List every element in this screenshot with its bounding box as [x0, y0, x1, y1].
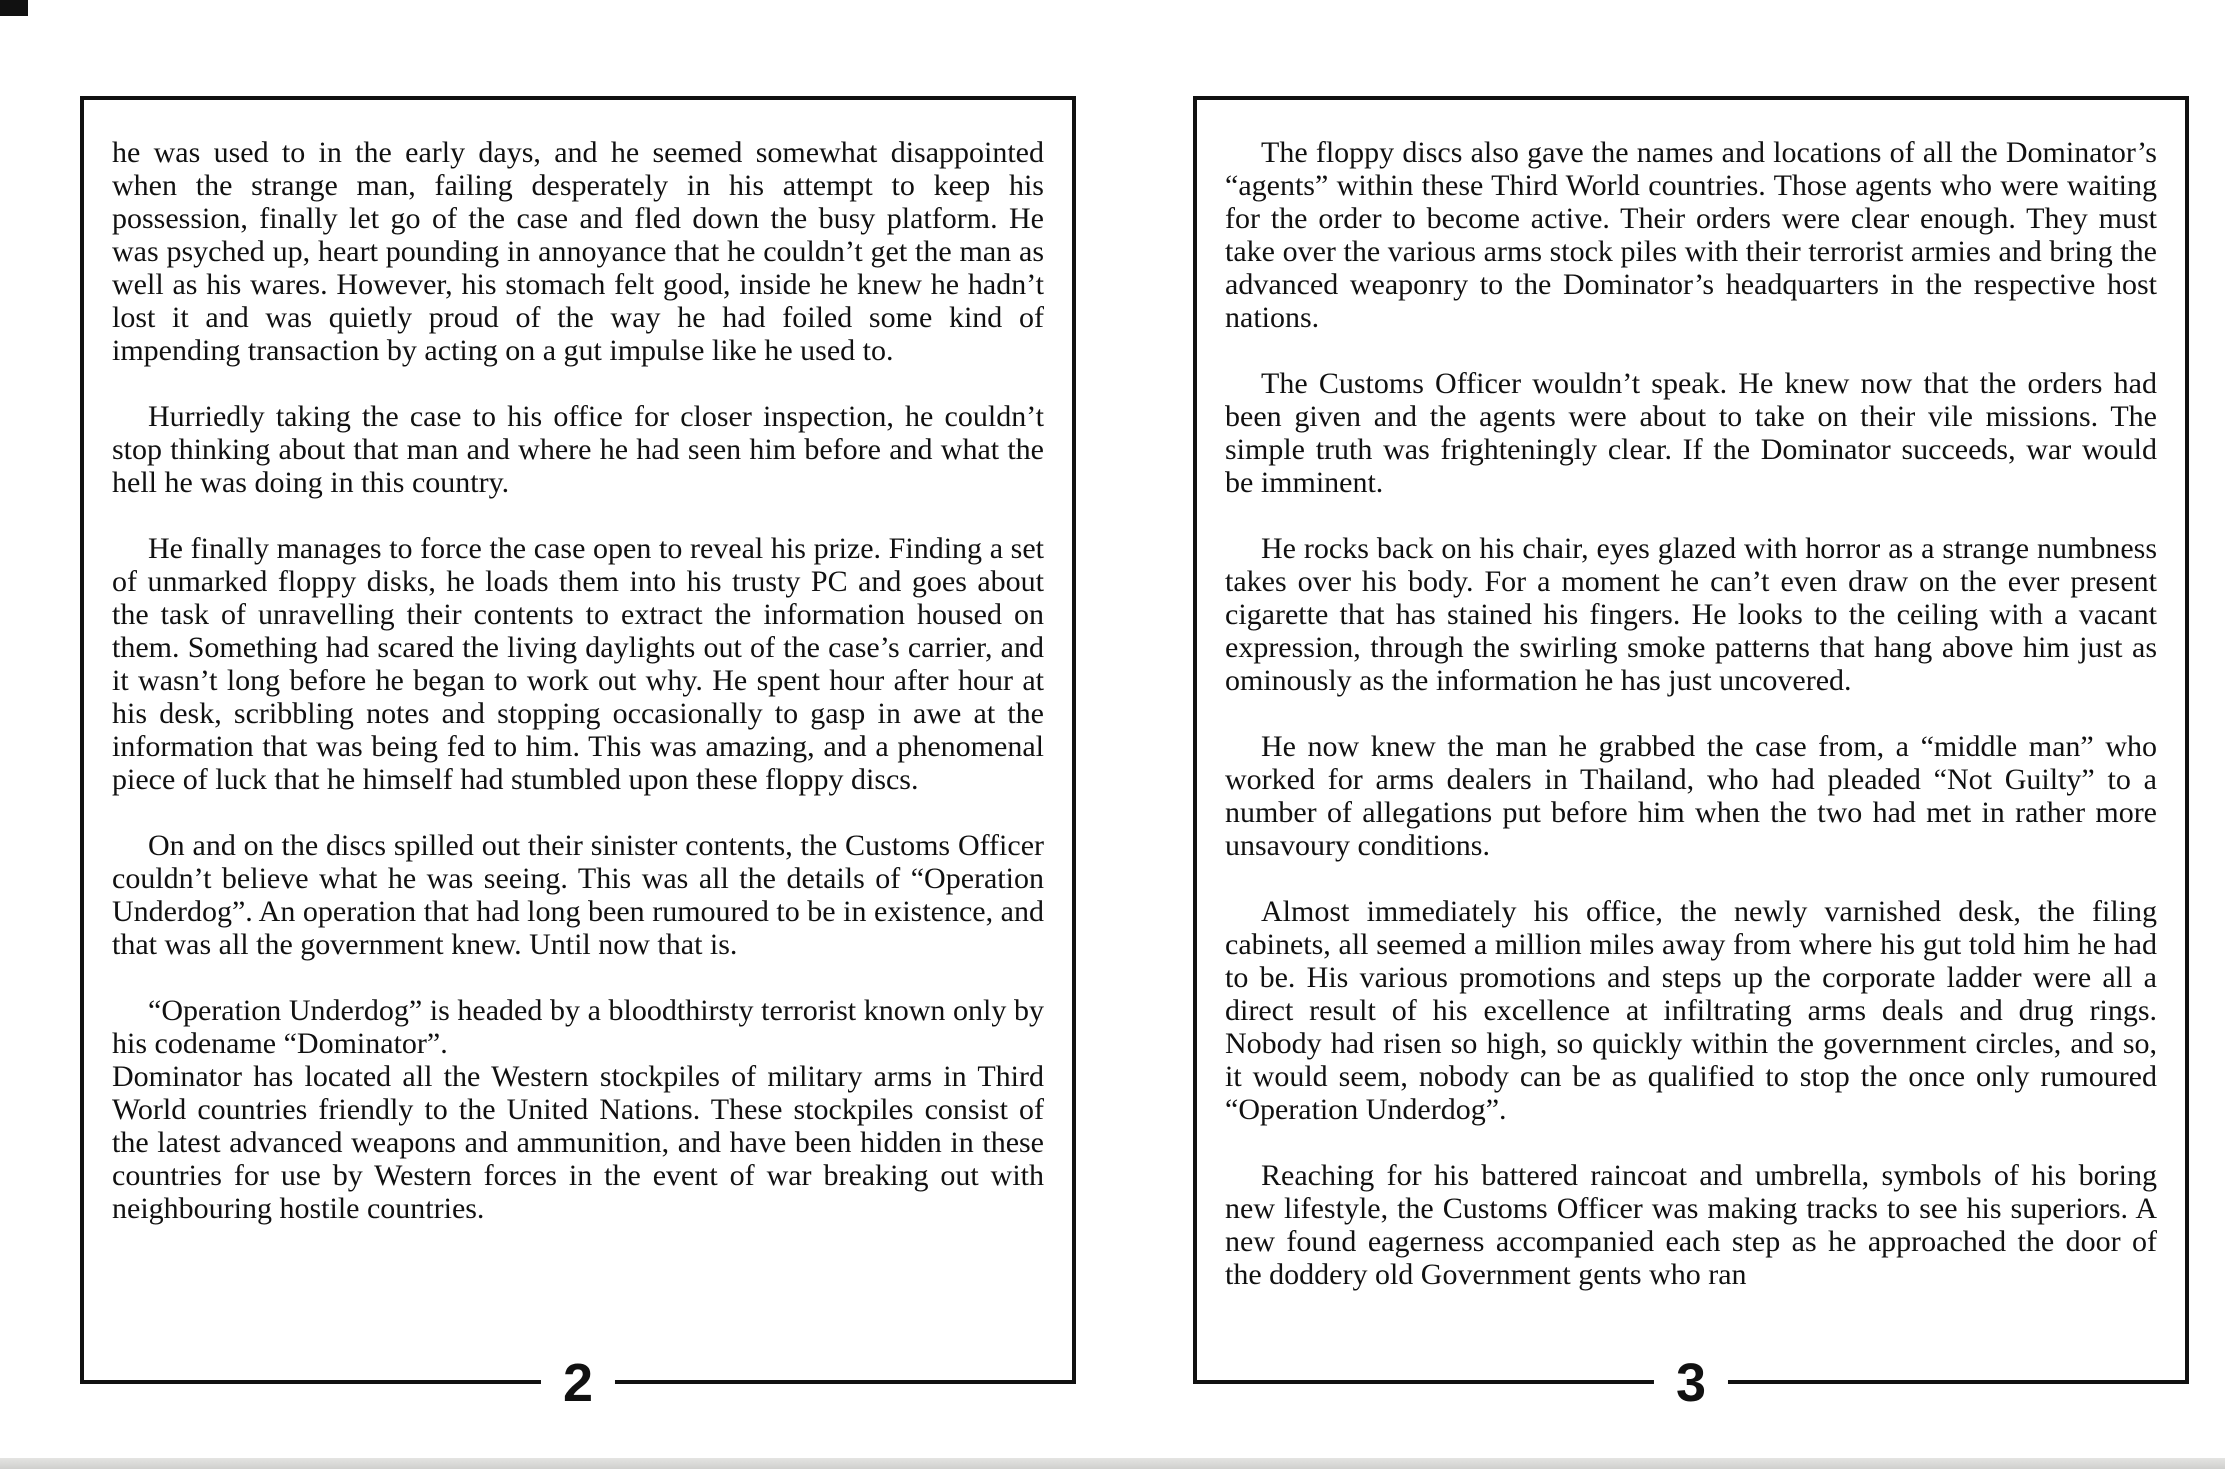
left-paragraph-6: Dominator has located all the Western stockpiles of military arms in Third World countries friendly to the United Nations. These stockpiles consist of the latest advanced weapons and ammunition, and have been hidden in these countries for use by Western forces in the event of war breaking out with neighbouring hostile countries.	[112, 1060, 1044, 1225]
right-paragraph-3: He rocks back on his chair, eyes glazed with horror as a strange numbness takes over his body. For a moment he can’t even draw on the ever present cigarette that has stained his fingers. He looks to the ceiling with a vacant expression, through the swirling smoke patterns that hang above him just as ominously as the information he has just uncovered.	[1225, 532, 2157, 697]
left-paragraph-4: On and on the discs spilled out their sinister contents, the Customs Officer couldn’t believe what he was seeing. This was all the details of “Operation Underdog”. An operation that had long been rumoured to be in existence, and that was all the government knew. Until now that is.	[112, 829, 1044, 961]
right-page-number: 3	[1654, 1353, 1728, 1413]
right-page-frame	[1193, 96, 2189, 1413]
right-paragraph-2: The Customs Officer wouldn’t speak. He knew now that the orders had been given and the agents were about to take on their vile missions. The simple truth was frighteningly clear. If the Dominator succeeds, war would be imminent.	[1225, 367, 2157, 499]
scan-corner-mark	[0, 0, 28, 16]
right-paragraph-4: He now knew the man he grabbed the case from, a “middle man” who worked for arms dealers in Thailand, who had pleaded “Not Guilty” to a number of allegations put before him when the two had met in rather more unsavoury conditions.	[1225, 730, 2157, 862]
left-paragraph-1: he was used to in the early days, and he seemed somewhat disappointed when the strange man, failing desperately in his attempt to keep his possession, finally let go of the case and fled down the busy platform. He was psyched up, heart pounding in annoyance that he couldn’t get the man as well as his wares. However, his stomach felt good, inside he knew he hadn’t lost it and was quietly proud of the way he had foiled some kind of impending transaction by acting on a gut impulse like he used to.	[112, 136, 1044, 367]
right-paragraph-5: Almost immediately his office, the newly varnished desk, the filing cabinets, all seemed a million miles away from where his gut told him he had to be. His various promotions and steps up the corporate ladder were all a direct result of his excellence at infiltrating arms deals and drug rings. Nobody had risen so high, so quickly within the government circles, and so, it would seem, nobody can be as qualified to stop the once only rumoured “Operation Underdog”.	[1225, 895, 2157, 1126]
page-bottom-edge	[0, 1458, 2225, 1469]
left-page-number: 2	[541, 1353, 615, 1413]
left-paragraph-3: He finally manages to force the case open to reveal his prize. Finding a set of unmarked floppy disks, he loads them into his trusty PC and goes about the task of unravelling their contents to extract the information housed on them. Something had scared the living daylights out of the case’s carrier, and it wasn’t long before he began to work out why. He spent hour after hour at his desk, scribbling notes and stopping occasionally to gasp in awe at the information that was being fed to him. This was amazing, and a phenomenal piece of luck that he himself had stumbled upon these floppy discs.	[112, 532, 1044, 796]
left-page-frame	[80, 96, 1076, 1413]
right-page-text	[1225, 136, 2157, 1291]
right-paragraph-6: Reaching for his battered raincoat and umbrella, symbols of his boring new lifestyle, the Customs Officer was making tracks to see his superiors. A new found eagerness accompanied each step as he approached the door of the doddery old Government gents who ran	[1225, 1159, 2157, 1291]
left-page-text	[112, 136, 1044, 1258]
left-paragraph-2: Hurriedly taking the case to his office for closer inspection, he couldn’t stop thinking about that man and where he had seen him before and what the hell he was doing in this country.	[112, 400, 1044, 499]
right-paragraph-1: The floppy discs also gave the names and locations of all the Dominator’s “agents” within these Third World countries. Those agents who were waiting for the order to become active. Their orders were clear enough. They must take over the various arms stock piles with their terrorist armies and bring the advanced weaponry to the Dominator’s headquarters in the respective host nations.	[1225, 136, 2157, 334]
left-paragraph-5: “Operation Underdog” is headed by a bloodthirsty terrorist known only by his codename “Dominator”.	[112, 994, 1044, 1060]
